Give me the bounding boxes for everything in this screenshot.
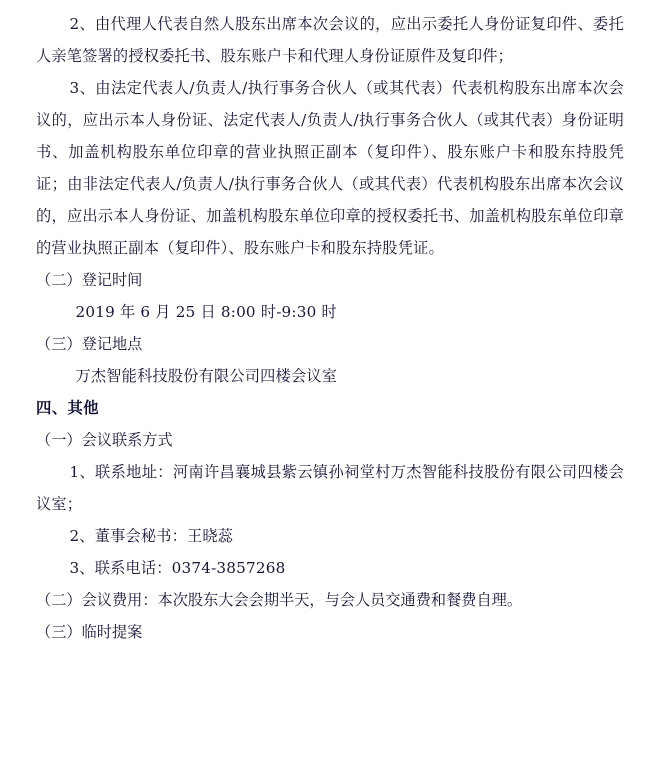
section-registration-place-body: 万杰智能科技股份有限公司四楼会议室 <box>75 367 338 385</box>
section-meeting-cost: （二）会议费用：本次股东大会会期半天，与会人员交通费和餐费自理。 <box>36 591 522 609</box>
paragraph-item-3: 3、由法定代表人/负责人/执行事务合伙人（或其代表）代表机构股东出席本次会议的，应出示本人身份证、法定代表人/负责人/执行事务合伙人（或其代表）身份证明书、加盖机构股东单位印章的营业执照正副本（复印件）、股东账户卡和股东持股凭证；由非法定代表人/负责人/执行事务合伙人（或其代表）代表机构股东出席本次会议的，应出示本人身份证、加盖机构股东单位印章的授权委托书、加盖机构股东单位印章的营业执照正副本（复印件）、股东账户卡和股东持股凭证。 <box>36 79 624 257</box>
section-contact-title: （一）会议联系方式 <box>36 431 173 449</box>
section-registration-time-title: （二）登记时间 <box>36 271 143 289</box>
contact-phone: 3、联系电话：0374-3857268 <box>69 559 286 577</box>
heading-other: 四、其他 <box>36 399 99 417</box>
section-registration-time-body: 2019 年 6 月 25 日 8:00 时-9:30 时 <box>75 303 337 321</box>
section-temporary-proposal: （三）临时提案 <box>36 623 143 641</box>
contact-secretary: 2、董事会秘书：王晓蕊 <box>69 527 234 545</box>
section-registration-place-title: （三）登记地点 <box>36 335 143 353</box>
paragraph-item-2: 2、由代理人代表自然人股东出席本次会议的，应出示委托人身份证复印件、委托人亲笔签署的授权委托书、股东账户卡和代理人身份证原件及复印件； <box>36 15 624 65</box>
contact-address: 1、联系地址：河南许昌襄城县紫云镇孙祠堂村万杰智能科技股份有限公司四楼会议室； <box>36 463 624 513</box>
